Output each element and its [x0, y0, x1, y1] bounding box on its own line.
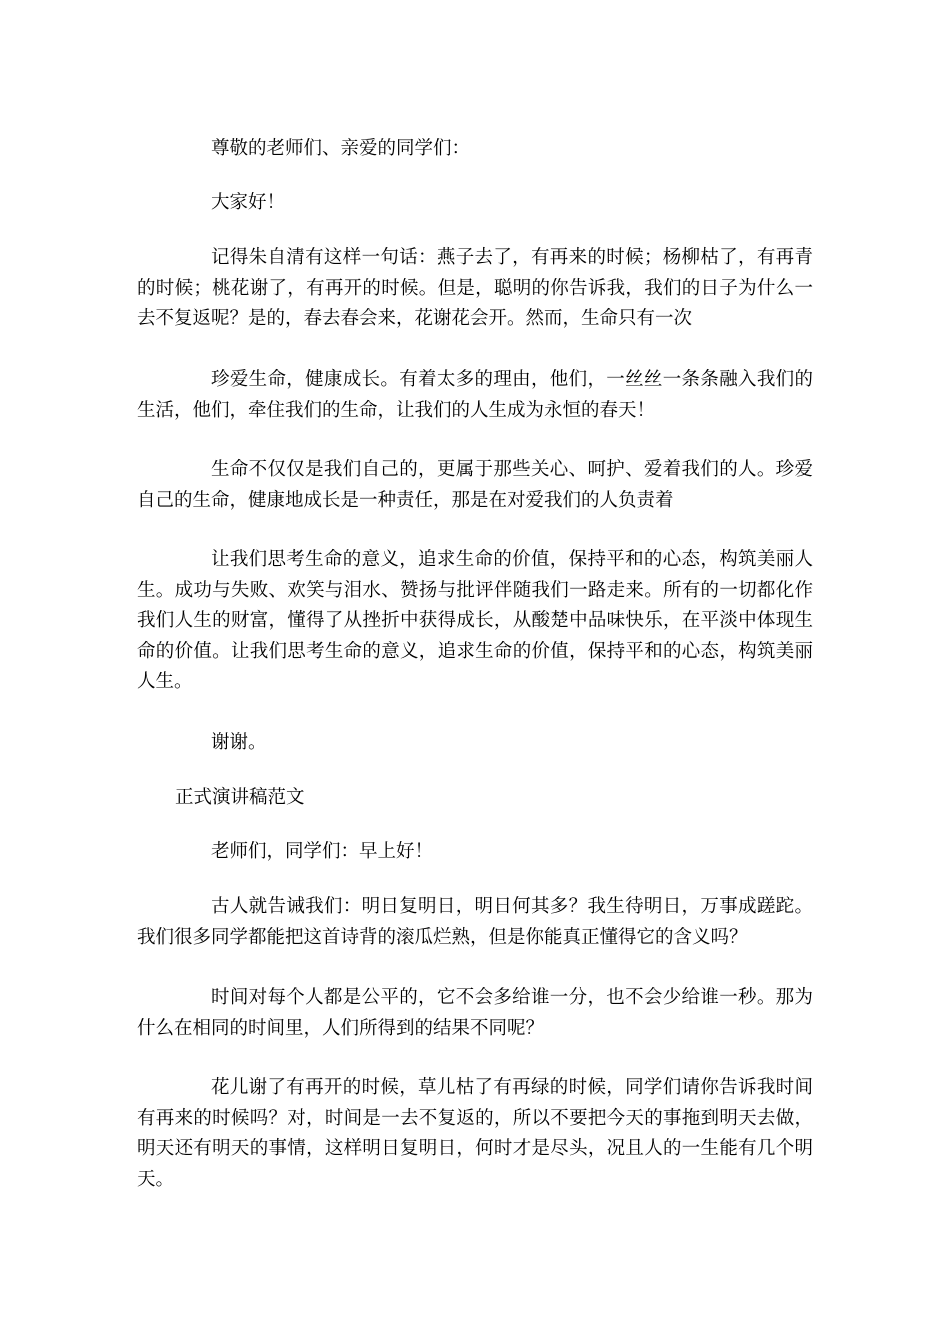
- body-paragraph-2: 珍爱生命，健康成长。有着太多的理由，他们，一丝丝一条条融入我们的生活，他们，牵住我们的生命，让我们的人生成为永恒的春天！: [137, 369, 813, 421]
- section-heading: 正式演讲稿范文: [175, 787, 305, 808]
- body-paragraph-7: 花儿谢了有再开的时候，草儿枯了有再绿的时候，同学们请你告诉我时间有再来的时候吗？对，时间是一去不复返的，所以不要把今天的事拖到明天去做，明天还有明天的事情，这样明日复明日，何时才是尽头，况且人的一生能有几个明天。: [137, 1077, 813, 1190]
- body-paragraph-5: 古人就告诫我们：明日复明日，明日何其多？我生待明日，万事成蹉跎。我们很多同学都能把这首诗背的滚瓜烂熟，但是你能真正懂得它的含义吗？: [137, 896, 813, 948]
- body-paragraph-3: 生命不仅仅是我们自己的，更属于那些关心、呵护、爱着我们的人。珍爱自己的生命，健康地成长是一种责任，那是在对爱我们的人负责着: [137, 459, 813, 511]
- body-paragraph-6: 时间对每个人都是公平的，它不会多给谁一分，也不会少给谁一秒。那为什么在相同的时间里，人们所得到的结果不同呢？: [137, 987, 813, 1039]
- body-paragraph-1: 记得朱自清有这样一句话：燕子去了，有再来的时候；杨柳枯了，有再青的时候；桃花谢了，有再开的时候。但是，聪明的你告诉我，我们的日子为什么一去不复返呢？是的，春去春会来，花谢花会开。然而，生命只有一次: [137, 247, 813, 329]
- greeting-paragraph-2: 老师们，同学们：早上好！: [211, 841, 434, 862]
- greeting-paragraph: 大家好！: [211, 192, 286, 213]
- thanks-paragraph: 谢谢。: [211, 732, 267, 753]
- salutation-paragraph: 尊敬的老师们、亲爱的同学们：: [211, 138, 471, 159]
- body-paragraph-4: 让我们思考生命的意义，追求生命的价值，保持平和的心态，构筑美丽人生。成功与失败、欢笑与泪水、赞扬与批评伴随我们一路走来。所有的一切都化作我们人生的财富，懂得了从挫折中获得成长，从酸楚中品味快乐，在平淡中体现生命的价值。让我们思考生命的意义，追求生命的价值，保持平和的心态，构筑美丽人生。: [137, 549, 813, 692]
